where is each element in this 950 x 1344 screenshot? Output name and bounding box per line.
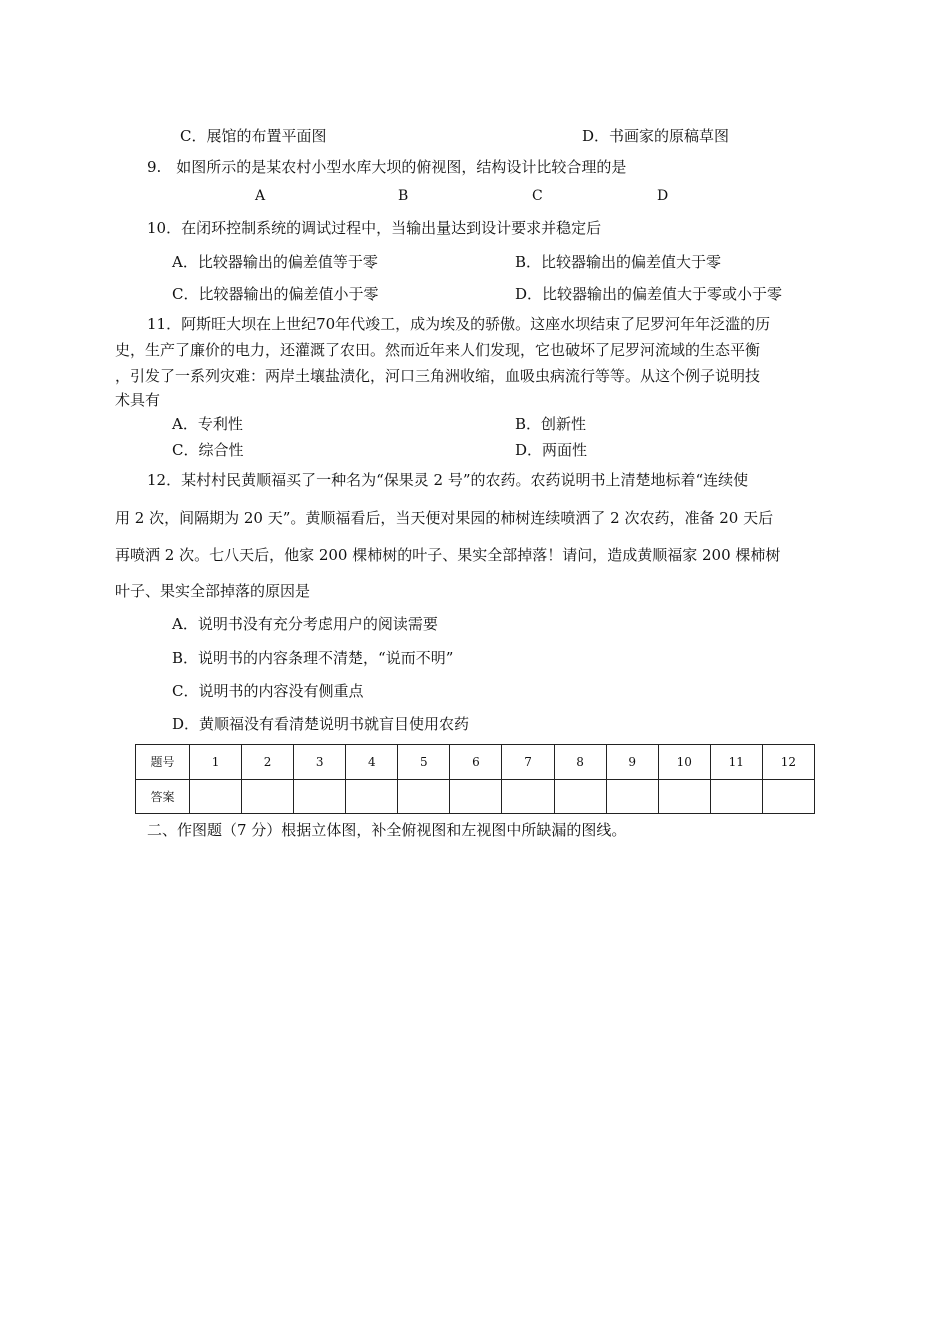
q12-option-d: D．黄顺福没有看清楚说明书就盲目使用农药: [172, 715, 470, 733]
answer-table: [135, 744, 815, 814]
q12-line-2: 用 2 次，间隔期为 20 天”。黄顺福看后，当天便对果园的柿树连续喷洒了 2 次农药，准备 20 天后: [115, 509, 774, 527]
q11-option-b: B．创新性: [515, 415, 587, 433]
question-number-cell: 6: [450, 745, 502, 780]
q8-option-c: C．展馆的布置平面图: [180, 127, 327, 145]
answer-cell[interactable]: [450, 779, 502, 814]
q11-option-a: A．专利性: [172, 415, 243, 433]
question-number-cell: 7: [502, 745, 554, 780]
answer-cell[interactable]: [398, 779, 450, 814]
q12-line-1: 12．某村村民黄顺福买了一种名为“保果灵 2 号”的农药。农药说明书上清楚地标着“连续使: [147, 471, 749, 489]
question-number-cell: 2: [242, 745, 294, 780]
question-number-cell: 4: [346, 745, 398, 780]
q11-line-2: 史，生产了廉价的电力，还灌溉了农田。然而近年来人们发现，它也破坏了尼罗河流域的生态平衡: [115, 341, 761, 359]
q11-line-1: 11．阿斯旺大坝在上世纪70年代竣工，成为埃及的骄傲。这座水坝结束了尼罗河年年泛滥的历: [147, 315, 771, 333]
answer-table-answer-row: [136, 779, 815, 814]
answer-row-header: 答案: [136, 779, 190, 814]
question-number-cell: 5: [398, 745, 450, 780]
question-number-cell: 11: [710, 745, 762, 780]
q10-option-c: C．比较器输出的偏差值小于零: [172, 285, 379, 303]
question-number-cell: 12: [762, 745, 814, 780]
q10-option-b: B．比较器输出的偏差值大于零: [515, 253, 722, 271]
answer-cell[interactable]: [554, 779, 606, 814]
q12-option-c: C．说明书的内容没有侧重点: [172, 682, 364, 700]
question-number-cell: 1: [190, 745, 242, 780]
q9-label-b: B: [398, 188, 409, 204]
q11-option-c: C．综合性: [172, 441, 244, 459]
answer-cell[interactable]: [294, 779, 346, 814]
q10-stem: 10．在闭环控制系统的调试过程中，当输出量达到设计要求并稳定后: [147, 219, 602, 237]
q12-line-3: 再喷洒 2 次。七八天后，他家 200 棵柿树的叶子、果实全部掉落！请问，造成黄顺福家 200 棵柿树: [115, 546, 781, 564]
answer-cell[interactable]: [762, 779, 814, 814]
question-number-cell: 8: [554, 745, 606, 780]
question-number-cell: 9: [606, 745, 658, 780]
answer-cell[interactable]: [190, 779, 242, 814]
answer-cell[interactable]: [710, 779, 762, 814]
q9-stem: 9. 如图所示的是某农村小型水库大坝的俯视图，结构设计比较合理的是: [147, 158, 627, 176]
q12-line-4: 叶子、果实全部掉落的原因是: [115, 582, 311, 600]
q12-option-b: B．说明书的内容条理不清楚，“说而不明”: [172, 649, 454, 667]
q11-option-d: D．两面性: [515, 441, 588, 459]
q9-label-d: D: [657, 188, 669, 204]
answer-table-number-row: [136, 745, 815, 780]
answer-cell[interactable]: [346, 779, 398, 814]
q8-option-d: D．书画家的原稿草图: [582, 127, 730, 145]
section-2-heading: 二、作图题（7 分）根据立体图，补全俯视图和左视图中所缺漏的图线。: [147, 821, 627, 839]
question-number-cell: 10: [658, 745, 710, 780]
q11-line-4: 术具有: [115, 391, 161, 409]
number-row-header: 题号: [136, 745, 190, 780]
answer-cell[interactable]: [502, 779, 554, 814]
q9-label-c: C: [532, 188, 543, 204]
q12-option-a: A．说明书没有充分考虑用户的阅读需要: [172, 615, 438, 633]
q10-option-a: A．比较器输出的偏差值等于零: [172, 253, 378, 271]
q9-label-a: A: [255, 188, 266, 204]
answer-cell[interactable]: [606, 779, 658, 814]
question-number-cell: 3: [294, 745, 346, 780]
q10-option-d: D．比较器输出的偏差值大于零或小于零: [515, 285, 783, 303]
q11-line-3: ，引发了一系列灾难：两岸土壤盐渍化，河口三角洲收缩，血吸虫病流行等等。从这个例子说明技: [115, 367, 761, 385]
answer-cell[interactable]: [658, 779, 710, 814]
answer-cell[interactable]: [242, 779, 294, 814]
